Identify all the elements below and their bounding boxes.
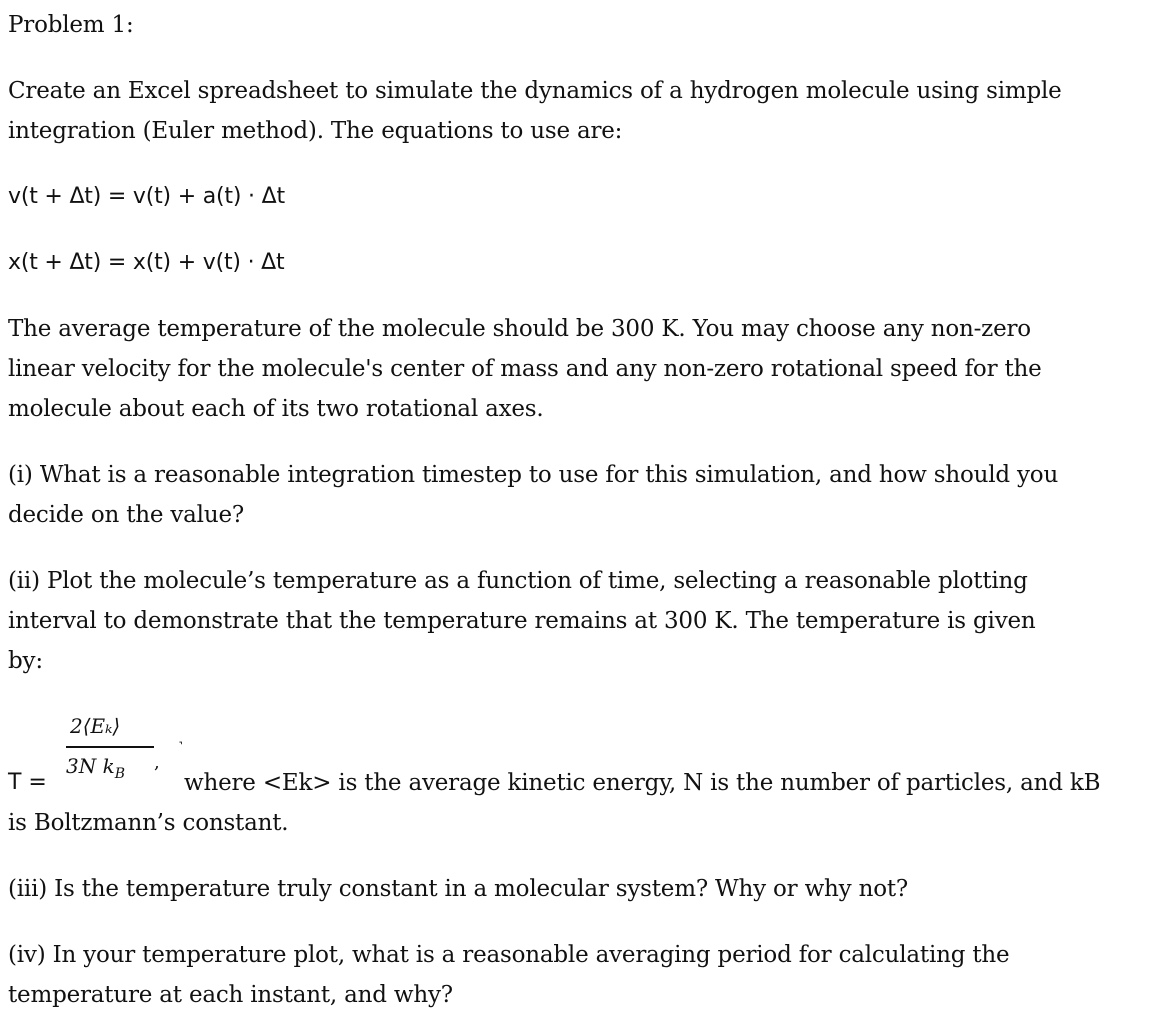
formula-comma: ,	[154, 752, 160, 773]
denominator-main: 3N k	[66, 754, 115, 778]
formula-denominator	[66, 752, 125, 788]
question-ii-line-1: (ii) Plot the molecule’s temperature as a function of time, selecting a reasonable plotting	[8, 568, 1028, 594]
intro-line-2: integration (Euler method). The equations to use are:	[8, 118, 623, 144]
question-i-line-2: decide on the value?	[8, 502, 244, 528]
formula-trailing-text: where <Ek> is the average kinetic energy, N is the number of particles, and kB	[184, 770, 1101, 796]
position-equation: x(t + Δt) = x(t) + v(t) · Δt	[8, 250, 285, 275]
temperature-line-3: molecule about each of its two rotational axes.	[8, 396, 544, 422]
temperature-line-1: The average temperature of the molecule should be 300 K. You may choose any non-zero	[8, 316, 1031, 342]
question-iv-line-2: temperature at each instant, and why?	[8, 982, 453, 1008]
intro-line-1: Create an Excel spreadsheet to simulate the dynamics of a hydrogen molecule using simple	[8, 78, 1062, 104]
temperature-line-2: linear velocity for the molecule's center of mass and any non-zero rotational speed for the	[8, 356, 1042, 382]
question-iv-line-1: (iv) In your temperature plot, what is a reasonable averaging period for calculating the	[8, 942, 1010, 968]
question-ii-line-3: by:	[8, 648, 43, 674]
question-i-line-1: (i) What is a reasonable integration timestep to use for this simulation, and how should you	[8, 462, 1059, 488]
velocity-equation: v(t + Δt) = v(t) + a(t) · Δt	[8, 184, 285, 209]
problem-document	[8, 0, 1168, 1018]
question-iii: (iii) Is the temperature truly constant in a molecular system? Why or why not?	[8, 876, 909, 902]
problem-title: Problem 1:	[8, 12, 134, 38]
question-ii-line-2: interval to demonstrate that the temperature remains at 300 K. The temperature is given	[8, 608, 1036, 634]
formula-tick: ˺	[178, 737, 184, 756]
formula-fraction	[66, 712, 184, 792]
fraction-bar	[66, 746, 154, 748]
formula-numerator: 2⟨Eₖ⟩	[70, 714, 121, 738]
temperature-formula	[8, 706, 1168, 802]
formula-lhs: T =	[8, 770, 47, 795]
formula-continuation: is Boltzmann’s constant.	[8, 810, 289, 836]
denominator-subscript: B	[114, 766, 125, 782]
